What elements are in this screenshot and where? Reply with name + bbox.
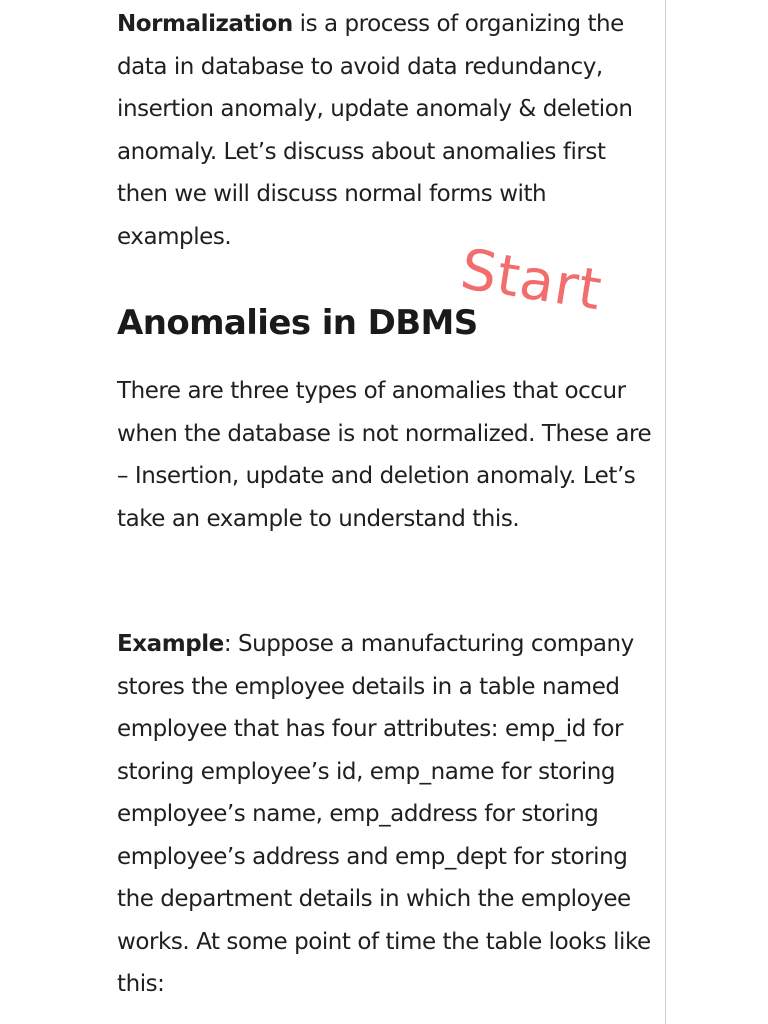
example-term: Example [117,631,224,657]
example-text: : Suppose a manufacturing company stores the employee details in a table named employee that has four attributes: emp_id for storing employee’s id, emp_name for storing employee’s name, emp_address for storing employee’s address and emp_dept for storing the department details in which the employee works. At some point of time the table looks like this: [117,631,651,997]
start-annotation: Start [456,237,607,324]
intro-text: is a process of organizing the data in database to avoid data redundancy, insertion anomaly, update anomaly & deletion anomaly. Let’s discuss about anomalies first then we will discuss normal forms with examples. [117,11,633,250]
page-edge-divider [665,0,666,1024]
normalization-term: Normalization [117,11,293,37]
anomaly-types-paragraph: There are three types of anomalies that occur when the database is not normalized. These are – Insertion, update and deletion anomaly. Let’s take an example to understand this. [117,378,652,532]
example-paragraph [117,623,657,1006]
section-heading-anomalies: Anomalies in DBMS [117,303,478,343]
intro-paragraph [117,3,657,258]
